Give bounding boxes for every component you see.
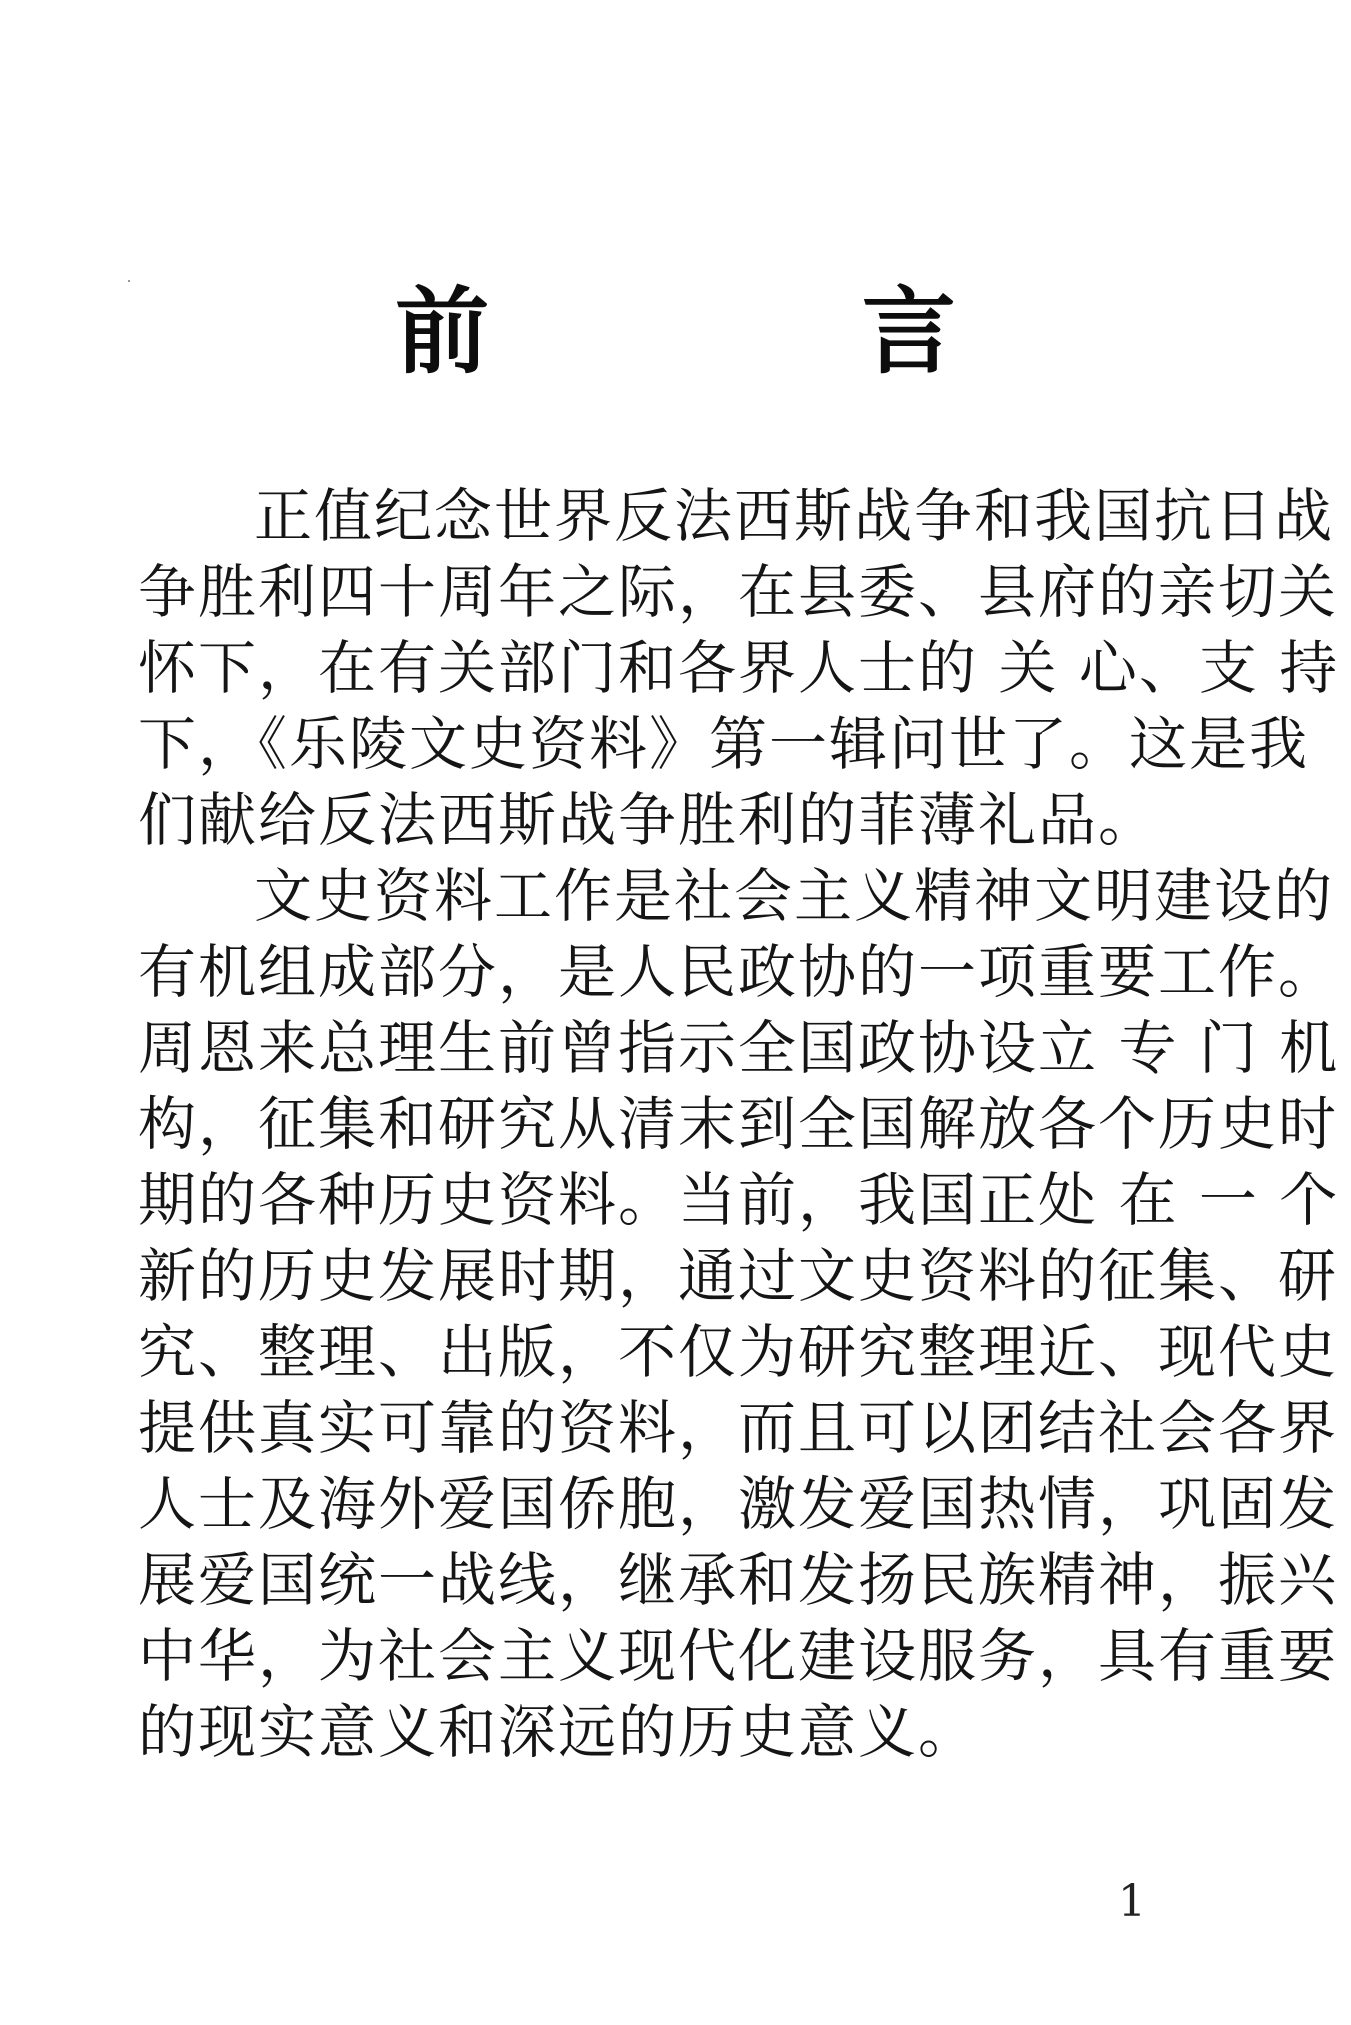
body-text xyxy=(138,478,1340,1770)
text-line: 文史资料工作是社会主义精神文明建设的 xyxy=(254,862,1335,930)
paragraph-1 xyxy=(138,478,1340,858)
text-line: 中华，为社会主义现代化建设服务，具有重要 xyxy=(138,1622,1339,1690)
text-line: 新的历史发展时期，通过文史资料的征集、研 xyxy=(138,1242,1339,1310)
text-line: 下，《乐陵文史资料》第一辑问世了。这是我 xyxy=(138,710,1310,778)
text-line: 周恩来总理生前曾指示全国政协设立 专 门 机 xyxy=(138,1014,1340,1082)
text-line: 有机组成部分，是人民政协的一项重要工作。 xyxy=(138,938,1339,1006)
text-line: 们献给反法西斯战争胜利的菲薄礼品。 xyxy=(138,786,1159,854)
text-line: 期的各种历史资料。当前，我国正处 在 一 个 xyxy=(138,1166,1340,1234)
text-line: 争胜利四十周年之际，在县委、县府的亲切关 xyxy=(138,558,1339,626)
text-line: 人士及海外爱国侨胞，激发爱国热情，巩固发 xyxy=(138,1470,1339,1538)
text-line: 展爱国统一战线，继承和发扬民族精神，振兴 xyxy=(138,1546,1339,1614)
text-line: 的现实意义和深远的历史意义。 xyxy=(138,1698,979,1766)
text-line: 构，征集和研究从清末到全国解放各个历史时 xyxy=(138,1090,1339,1158)
scan-speck xyxy=(128,280,130,282)
paragraph-2 xyxy=(138,858,1340,1770)
text-line: 怀下，在有关部门和各界人士的 关 心、支 持 xyxy=(138,634,1340,702)
page-title: 前 言 xyxy=(395,277,1126,387)
text-line: 正值纪念世界反法西斯战争和我国抗日战 xyxy=(254,482,1335,550)
text-line: 提供真实可靠的资料，而且可以团结社会各界 xyxy=(138,1394,1339,1462)
page-number: 1 xyxy=(1118,1876,1146,1927)
text-line: 究、整理、出版，不仅为研究整理近、现代史 xyxy=(138,1318,1339,1386)
